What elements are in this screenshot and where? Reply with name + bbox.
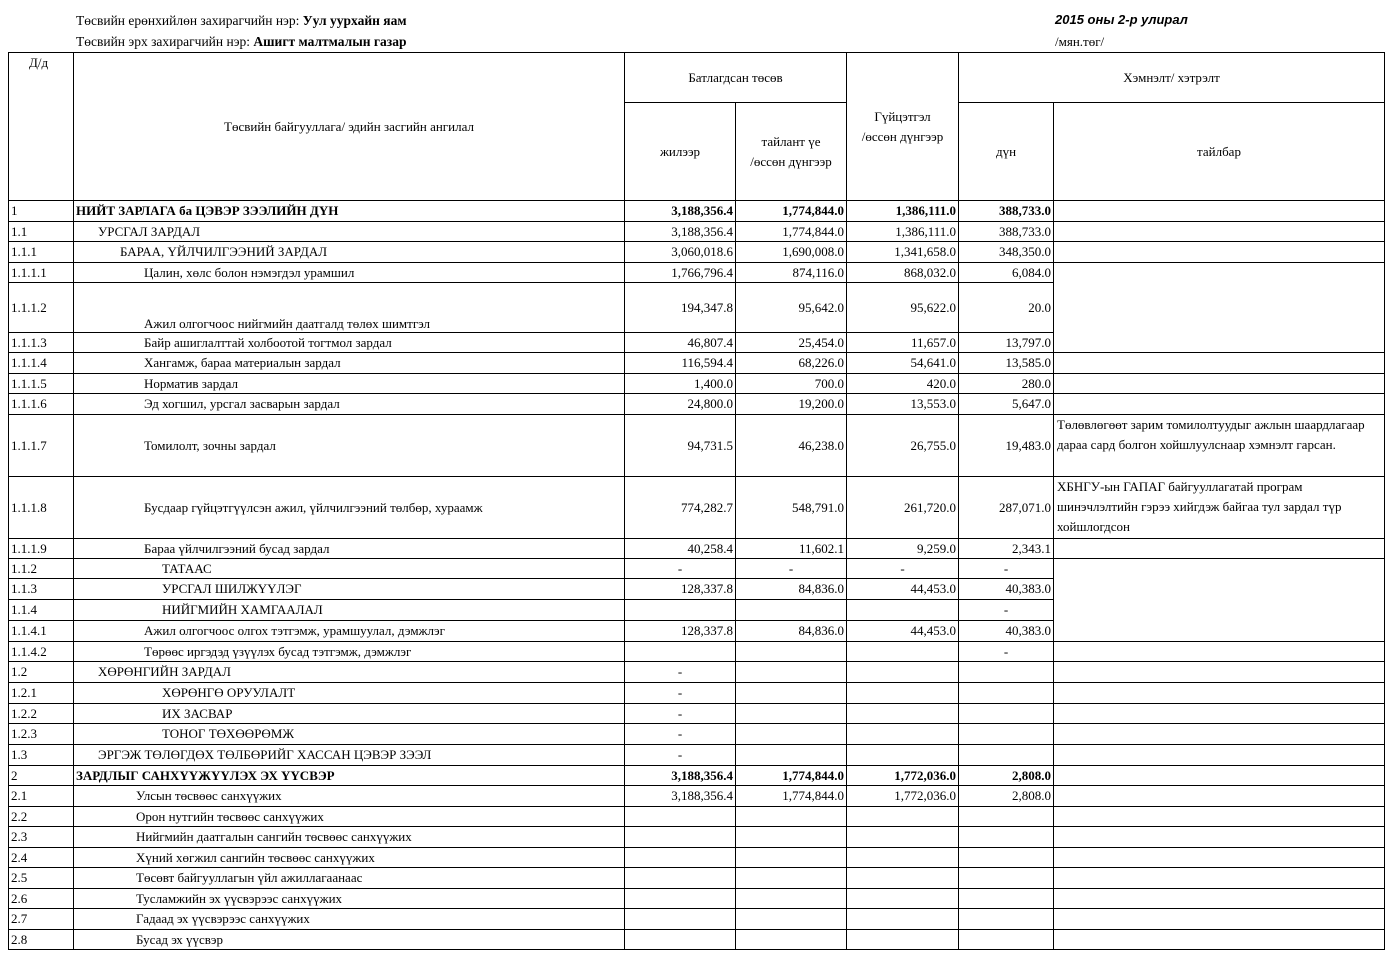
row-code: 2.6 xyxy=(9,889,74,909)
row-period: 1,774,844.0 xyxy=(736,201,847,222)
row-note xyxy=(1054,848,1385,868)
row-annual: 128,337.8 xyxy=(625,579,736,600)
row-period: 1,690,008.0 xyxy=(736,242,847,263)
row-name: Тусламжийн эх үүсвэрээс санхүүжих xyxy=(74,889,625,909)
row-note xyxy=(1054,683,1385,704)
row-note xyxy=(1054,930,1385,950)
col-period-line2: /өссөн дүнгээр xyxy=(750,153,832,169)
row-annual: - xyxy=(625,662,736,683)
row-note: Төлөвлөгөөт зарим томилолтуудыг ажлын шаардлагаар дараа сард болгон хойшлуулснаар хэмнэлт гарсан. xyxy=(1054,415,1385,477)
row-name: Төрөөс иргэдэд үзүүлэх бусад тэтгэмж, дэмжлэг xyxy=(74,642,625,662)
row-name: Хүний хөгжил сангийн төсвөөс санхүүжих xyxy=(74,848,625,868)
row-period: 95,642.0 xyxy=(736,283,847,333)
row-sum: 5,647.0 xyxy=(959,394,1054,415)
row-annual xyxy=(625,827,736,848)
row-sum xyxy=(959,827,1054,848)
table-row xyxy=(9,766,1385,786)
row-actual: 1,386,111.0 xyxy=(847,201,959,222)
row-name: Бараа үйлчилгээний бусад зардал xyxy=(74,539,625,559)
row-sum: 6,084.0 xyxy=(959,263,1054,283)
row-note xyxy=(1054,539,1385,559)
row-actual xyxy=(847,704,959,724)
row-code: 1 xyxy=(9,201,74,222)
budget-governor-value: Уул уурхайн яам xyxy=(302,13,407,28)
row-actual xyxy=(847,662,959,683)
row-code: 1.1.1.4 xyxy=(9,353,74,374)
row-annual: 24,800.0 xyxy=(625,394,736,415)
row-code: 1.1.1.5 xyxy=(9,374,74,394)
budget-governor-label: Төсвийн ерөнхийлөн захирагчийн нэр: xyxy=(76,13,300,28)
row-period xyxy=(736,683,847,704)
row-note xyxy=(1054,263,1385,353)
row-actual: 13,553.0 xyxy=(847,394,959,415)
row-period: 25,454.0 xyxy=(736,333,847,353)
row-period xyxy=(736,868,847,889)
col-actual-line1: Гүйцэтгэл xyxy=(874,108,931,124)
row-sum xyxy=(959,704,1054,724)
table-row xyxy=(9,848,1385,868)
row-name: БАРАА, ҮЙЛЧИЛГЭЭНИЙ ЗАРДАЛ xyxy=(74,242,625,263)
row-note xyxy=(1054,242,1385,263)
row-annual: 3,188,356.4 xyxy=(625,766,736,786)
col-approved-header: Батлагдсан төсөв xyxy=(625,53,847,103)
row-period: 1,774,844.0 xyxy=(736,766,847,786)
budget-manager-value: Ашигт малтмалын газар xyxy=(253,34,407,49)
row-period: 68,226.0 xyxy=(736,353,847,374)
row-actual xyxy=(847,889,959,909)
row-name: ХӨРӨНГИЙН ЗАРДАЛ xyxy=(74,662,625,683)
row-note xyxy=(1054,222,1385,242)
row-actual: 868,032.0 xyxy=(847,263,959,283)
row-annual: 3,188,356.4 xyxy=(625,786,736,807)
row-annual xyxy=(625,868,736,889)
row-sum: 40,383.0 xyxy=(959,579,1054,600)
budget-manager-label: Төсвийн эрх захирагчийн нэр: xyxy=(76,34,251,49)
row-annual xyxy=(625,600,736,621)
row-code: 1.1.1.6 xyxy=(9,394,74,415)
table-row xyxy=(9,662,1385,683)
row-annual: 3,188,356.4 xyxy=(625,222,736,242)
table-row xyxy=(9,683,1385,704)
row-code: 1.1.1 xyxy=(9,242,74,263)
row-period xyxy=(736,827,847,848)
table-row xyxy=(9,242,1385,263)
row-code: 1.1.1.8 xyxy=(9,477,74,539)
row-annual: 116,594.4 xyxy=(625,353,736,374)
row-actual: 420.0 xyxy=(847,374,959,394)
row-sum: 348,350.0 xyxy=(959,242,1054,263)
row-actual xyxy=(847,600,959,621)
row-annual: 46,807.4 xyxy=(625,333,736,353)
row-code: 1.1.1.7 xyxy=(9,415,74,477)
row-code: 1.1.3 xyxy=(9,579,74,600)
row-annual xyxy=(625,642,736,662)
row-actual: 26,755.0 xyxy=(847,415,959,477)
row-code: 1.1.4.1 xyxy=(9,621,74,642)
row-name: ИХ ЗАСВАР xyxy=(74,704,625,724)
row-actual xyxy=(847,807,959,827)
row-period: 84,836.0 xyxy=(736,621,847,642)
row-name: Норматив зардал xyxy=(74,374,625,394)
col-note-header: тайлбар xyxy=(1054,103,1385,201)
row-code: 2.8 xyxy=(9,930,74,950)
row-code: 1.1 xyxy=(9,222,74,242)
row-name: НИЙТ ЗАРЛАГА ба ЦЭВЭР ЗЭЭЛИЙН ДҮН xyxy=(74,201,625,222)
row-period xyxy=(736,662,847,683)
row-annual: - xyxy=(625,704,736,724)
row-name: Томилолт, зочны зардал xyxy=(74,415,625,477)
row-sum xyxy=(959,724,1054,745)
table-row xyxy=(9,827,1385,848)
row-actual: 95,622.0 xyxy=(847,283,959,333)
row-code: 1.1.4 xyxy=(9,600,74,621)
row-name: Нийгмийн даатгалын сангийн төсвөөс санхүүжих xyxy=(74,827,625,848)
row-code: 1.1.1.1 xyxy=(9,263,74,283)
row-period xyxy=(736,930,847,950)
row-code: 2.5 xyxy=(9,868,74,889)
row-period xyxy=(736,600,847,621)
row-actual xyxy=(847,909,959,930)
row-actual xyxy=(847,683,959,704)
row-period xyxy=(736,889,847,909)
row-sum: - xyxy=(959,559,1054,579)
row-sum xyxy=(959,683,1054,704)
col-sum-header: дүн xyxy=(959,103,1054,201)
row-sum: 388,733.0 xyxy=(959,222,1054,242)
row-sum: 2,808.0 xyxy=(959,786,1054,807)
header-line-1 xyxy=(76,13,407,29)
row-annual xyxy=(625,848,736,868)
row-annual xyxy=(625,930,736,950)
row-actual xyxy=(847,724,959,745)
row-annual: 94,731.5 xyxy=(625,415,736,477)
col-dd-header: Д/д xyxy=(9,53,74,201)
row-period xyxy=(736,724,847,745)
row-code: 1.2.2 xyxy=(9,704,74,724)
row-note xyxy=(1054,807,1385,827)
row-actual xyxy=(847,642,959,662)
row-name: НИЙГМИЙН ХАМГААЛАЛ xyxy=(74,600,625,621)
row-sum: 280.0 xyxy=(959,374,1054,394)
table-row xyxy=(9,374,1385,394)
row-annual xyxy=(625,909,736,930)
table-row xyxy=(9,539,1385,559)
row-note xyxy=(1054,868,1385,889)
row-note: ХБНГУ-ын ГАПАГ байгууллагатай програм шинэчлэлтийн гэрээ хийгдэж байгаа тул зардал түр хойшлогдсон xyxy=(1054,477,1385,539)
row-actual: 54,641.0 xyxy=(847,353,959,374)
row-name: Бусдаар гүйцэтгүүлсэн ажил, үйлчилгээний төлбөр, хураамж xyxy=(74,477,625,539)
row-name: УРСГАЛ ШИЛЖҮҮЛЭГ xyxy=(74,579,625,600)
row-code: 1.2 xyxy=(9,662,74,683)
row-sum xyxy=(959,848,1054,868)
col-actual-header xyxy=(847,53,959,201)
row-actual: 1,772,036.0 xyxy=(847,766,959,786)
table-row xyxy=(9,642,1385,662)
row-code: 2 xyxy=(9,766,74,786)
row-actual xyxy=(847,930,959,950)
row-note xyxy=(1054,559,1385,642)
col-actual-line2: /өссөн дүнгээр xyxy=(861,128,944,144)
row-note xyxy=(1054,786,1385,807)
row-code: 2.1 xyxy=(9,786,74,807)
row-code: 2.7 xyxy=(9,909,74,930)
row-name: Цалин, хөлс болон нэмэгдэл урамшил xyxy=(74,263,625,283)
row-note xyxy=(1054,353,1385,374)
row-period: 1,774,844.0 xyxy=(736,222,847,242)
table-row xyxy=(9,477,1385,539)
table-row xyxy=(9,353,1385,374)
row-code: 2.2 xyxy=(9,807,74,827)
row-code: 1.1.4.2 xyxy=(9,642,74,662)
row-actual xyxy=(847,868,959,889)
row-note xyxy=(1054,201,1385,222)
row-note xyxy=(1054,827,1385,848)
col-period-header xyxy=(736,103,847,201)
table-row xyxy=(9,745,1385,766)
row-name: Байр ашиглалттай холбоотой тогтмол зардал xyxy=(74,333,625,353)
row-actual: 1,386,111.0 xyxy=(847,222,959,242)
row-sum xyxy=(959,868,1054,889)
row-code: 1.2.1 xyxy=(9,683,74,704)
header-line-2 xyxy=(76,34,406,50)
row-period: 11,602.1 xyxy=(736,539,847,559)
row-annual: 40,258.4 xyxy=(625,539,736,559)
table-row xyxy=(9,263,1385,283)
budget-table xyxy=(8,52,1385,950)
row-code: 1.2.3 xyxy=(9,724,74,745)
row-note xyxy=(1054,662,1385,683)
row-code: 1.1.1.2 xyxy=(9,283,74,333)
row-period xyxy=(736,704,847,724)
table-row xyxy=(9,222,1385,242)
row-note xyxy=(1054,909,1385,930)
table-row xyxy=(9,559,1385,579)
row-sum: 388,733.0 xyxy=(959,201,1054,222)
row-annual: 774,282.7 xyxy=(625,477,736,539)
row-name: ХӨРӨНГӨ ОРУУЛАЛТ xyxy=(74,683,625,704)
row-name: ТОНОГ ТӨХӨӨРӨМЖ xyxy=(74,724,625,745)
row-period: 46,238.0 xyxy=(736,415,847,477)
row-name: ЭРГЭЖ ТӨЛӨГДӨХ ТӨЛБӨРИЙГ ХАССАН ЦЭВЭР ЗЭЭЛ xyxy=(74,745,625,766)
row-name: Хангамж, бараа материалын зардал xyxy=(74,353,625,374)
row-annual: 1,766,796.4 xyxy=(625,263,736,283)
row-period xyxy=(736,745,847,766)
row-name: Төсөвт байгууллагын үйл ажиллагаанаас xyxy=(74,868,625,889)
row-annual: - xyxy=(625,683,736,704)
row-annual: 128,337.8 xyxy=(625,621,736,642)
row-sum: 287,071.0 xyxy=(959,477,1054,539)
row-name: Гадаад эх үүсвэрээс санхүүжих xyxy=(74,909,625,930)
row-sum: 2,343.1 xyxy=(959,539,1054,559)
table-row xyxy=(9,394,1385,415)
row-annual: - xyxy=(625,745,736,766)
report-period: 2015 оны 2-р улирал xyxy=(1055,12,1188,27)
row-period xyxy=(736,848,847,868)
col-annual-header: жилээр xyxy=(625,103,736,201)
row-name: Эд хогшил, урсгал засварын зардал xyxy=(74,394,625,415)
row-sum: 19,483.0 xyxy=(959,415,1054,477)
row-annual xyxy=(625,889,736,909)
row-sum: 2,808.0 xyxy=(959,766,1054,786)
row-actual: 11,657.0 xyxy=(847,333,959,353)
table-row xyxy=(9,930,1385,950)
row-period: 84,836.0 xyxy=(736,579,847,600)
row-note xyxy=(1054,724,1385,745)
table-row xyxy=(9,704,1385,724)
row-sum: - xyxy=(959,600,1054,621)
row-period: - xyxy=(736,559,847,579)
row-code: 1.1.1.9 xyxy=(9,539,74,559)
col-name-header: Төсвийн байгууллага/ эдийн засгийн ангилал xyxy=(74,53,625,201)
table-row xyxy=(9,786,1385,807)
row-actual xyxy=(847,745,959,766)
table-row xyxy=(9,868,1385,889)
table-row xyxy=(9,807,1385,827)
row-period: 874,116.0 xyxy=(736,263,847,283)
table-row xyxy=(9,724,1385,745)
row-sum xyxy=(959,930,1054,950)
row-actual: 44,453.0 xyxy=(847,579,959,600)
row-note xyxy=(1054,642,1385,662)
row-name: УРСГАЛ ЗАРДАЛ xyxy=(74,222,625,242)
row-name: Ажил олгогчоос олгох тэтгэмж, урамшуулал, дэмжлэг xyxy=(74,621,625,642)
row-period: 1,774,844.0 xyxy=(736,786,847,807)
row-actual xyxy=(847,848,959,868)
row-code: 1.3 xyxy=(9,745,74,766)
row-note xyxy=(1054,745,1385,766)
col-period-line1: тайлант үе xyxy=(761,133,821,149)
row-code: 1.1.2 xyxy=(9,559,74,579)
row-annual: - xyxy=(625,559,736,579)
row-name: Ажил олгогчоос нийгмийн даатгалд төлөх шимтгэл xyxy=(74,283,625,333)
currency-unit: /мян.төг/ xyxy=(1055,34,1105,49)
row-sum xyxy=(959,807,1054,827)
row-actual: 44,453.0 xyxy=(847,621,959,642)
row-annual: 3,060,018.6 xyxy=(625,242,736,263)
row-sum: 13,797.0 xyxy=(959,333,1054,353)
row-period: 19,200.0 xyxy=(736,394,847,415)
row-sum: - xyxy=(959,642,1054,662)
row-period xyxy=(736,807,847,827)
row-annual: 3,188,356.4 xyxy=(625,201,736,222)
row-note xyxy=(1054,704,1385,724)
row-name: ЗАРДЛЫГ САНХҮҮЖҮҮЛЭХ ЭХ ҮҮСВЭР xyxy=(74,766,625,786)
row-name: Орон нутгийн төсвөөс санхүүжих xyxy=(74,807,625,827)
row-actual: 261,720.0 xyxy=(847,477,959,539)
table-row xyxy=(9,415,1385,477)
table-body xyxy=(9,201,1385,950)
row-sum xyxy=(959,909,1054,930)
row-note xyxy=(1054,374,1385,394)
row-actual: 1,772,036.0 xyxy=(847,786,959,807)
col-savings-header: Хэмнэлт/ хэтрэлт xyxy=(959,53,1385,103)
row-code: 1.1.1.3 xyxy=(9,333,74,353)
table-row xyxy=(9,201,1385,222)
row-name: Бусад эх үүсвэр xyxy=(74,930,625,950)
row-sum xyxy=(959,662,1054,683)
row-annual: - xyxy=(625,724,736,745)
row-name: Улсын төсвөөс санхүүжих xyxy=(74,786,625,807)
row-actual: 9,259.0 xyxy=(847,539,959,559)
row-period xyxy=(736,909,847,930)
row-actual: - xyxy=(847,559,959,579)
row-period: 700.0 xyxy=(736,374,847,394)
row-sum: 40,383.0 xyxy=(959,621,1054,642)
row-name: ТАТААС xyxy=(74,559,625,579)
row-actual xyxy=(847,827,959,848)
row-sum xyxy=(959,745,1054,766)
row-note xyxy=(1054,889,1385,909)
row-code: 2.3 xyxy=(9,827,74,848)
row-period: 548,791.0 xyxy=(736,477,847,539)
row-actual: 1,341,658.0 xyxy=(847,242,959,263)
row-sum: 13,585.0 xyxy=(959,353,1054,374)
row-note xyxy=(1054,394,1385,415)
row-sum xyxy=(959,889,1054,909)
row-annual: 1,400.0 xyxy=(625,374,736,394)
row-period xyxy=(736,642,847,662)
row-sum: 20.0 xyxy=(959,283,1054,333)
table-row xyxy=(9,889,1385,909)
row-code: 2.4 xyxy=(9,848,74,868)
row-annual: 194,347.8 xyxy=(625,283,736,333)
row-annual xyxy=(625,807,736,827)
table-row xyxy=(9,909,1385,930)
row-note xyxy=(1054,766,1385,786)
